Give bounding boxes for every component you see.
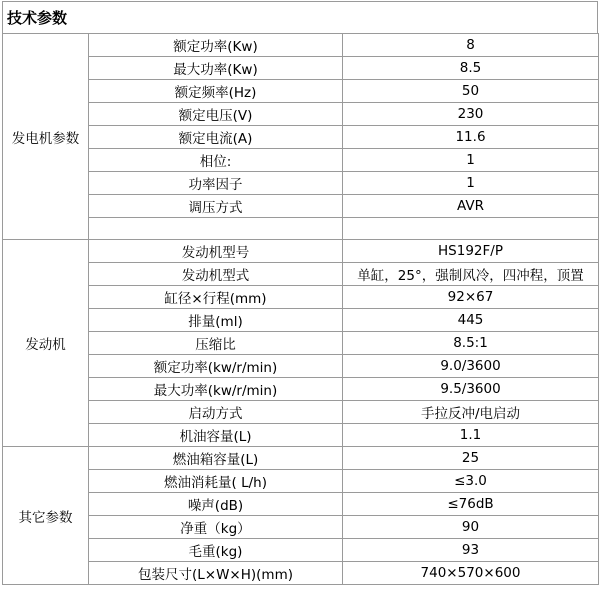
param-value: 90 <box>343 516 599 539</box>
table-row <box>3 401 599 424</box>
param-value: 1 <box>343 149 599 172</box>
param-value: 1 <box>343 172 599 195</box>
param-value: HS192F/P <box>343 240 599 263</box>
param-value: 92×67 <box>343 286 599 309</box>
param-value: AVR <box>343 195 599 218</box>
param-value: 1.1 <box>343 424 599 447</box>
param-label: 相位: <box>89 149 343 172</box>
param-label: 缸径×行程(mm) <box>89 286 343 309</box>
param-value: 93 <box>343 539 599 562</box>
table-row-empty <box>3 218 599 240</box>
param-value: ≤76dB <box>343 493 599 516</box>
empty-cell <box>89 218 343 240</box>
param-label: 压缩比 <box>89 332 343 355</box>
table-row <box>3 34 599 57</box>
param-value: 25 <box>343 447 599 470</box>
param-label: 发动机型号 <box>89 240 343 263</box>
param-value: ≤3.0 <box>343 470 599 493</box>
table-row <box>3 470 599 493</box>
param-value: 9.5/3600 <box>343 378 599 401</box>
table-row <box>3 80 599 103</box>
section-label-generator: 发电机参数 <box>3 34 89 240</box>
param-label: 额定电流(A) <box>89 126 343 149</box>
table-row <box>3 539 599 562</box>
param-value: 单缸，25°，强制风冷，四冲程，顶置 <box>343 263 599 286</box>
param-label: 燃油消耗量( L/h) <box>89 470 343 493</box>
param-label: 调压方式 <box>89 195 343 218</box>
param-label: 额定频率(Hz) <box>89 80 343 103</box>
param-value: 230 <box>343 103 599 126</box>
table-row <box>3 126 599 149</box>
param-label: 机油容量(L) <box>89 424 343 447</box>
table-row <box>3 355 599 378</box>
section-label-engine: 发动机 <box>3 240 89 447</box>
param-label: 排量(ml) <box>89 309 343 332</box>
param-value: 8 <box>343 34 599 57</box>
param-value: 手拉反冲/电启动 <box>343 401 599 424</box>
table-row <box>3 424 599 447</box>
spec-table <box>2 33 599 585</box>
param-value: 11.6 <box>343 126 599 149</box>
table-row <box>3 447 599 470</box>
param-value: 8.5 <box>343 57 599 80</box>
table-row <box>3 172 599 195</box>
table-row <box>3 240 599 263</box>
param-label: 功率因子 <box>89 172 343 195</box>
param-label: 包装尺寸(L×W×H)(mm) <box>89 562 343 585</box>
table-row <box>3 562 599 585</box>
table-row <box>3 149 599 172</box>
param-label: 额定电压(V) <box>89 103 343 126</box>
param-label: 毛重(kg) <box>89 539 343 562</box>
param-value: 50 <box>343 80 599 103</box>
empty-cell <box>343 218 599 240</box>
param-value: 8.5:1 <box>343 332 599 355</box>
table-row <box>3 195 599 218</box>
param-label: 最大功率(kw/r/min) <box>89 378 343 401</box>
spec-title: 技术参数 <box>2 1 598 33</box>
table-row <box>3 286 599 309</box>
param-label: 发动机型式 <box>89 263 343 286</box>
spec-sheet <box>2 1 598 592</box>
table-row <box>3 103 599 126</box>
table-row <box>3 309 599 332</box>
table-row <box>3 263 599 286</box>
param-value: 740×570×600 <box>343 562 599 585</box>
param-label: 燃油箱容量(L) <box>89 447 343 470</box>
param-label: 额定功率(Kw) <box>89 34 343 57</box>
table-row <box>3 378 599 401</box>
param-label: 噪声(dB) <box>89 493 343 516</box>
param-value: 445 <box>343 309 599 332</box>
table-row <box>3 493 599 516</box>
param-label: 启动方式 <box>89 401 343 424</box>
table-row <box>3 516 599 539</box>
param-label: 最大功率(Kw) <box>89 57 343 80</box>
table-row <box>3 57 599 80</box>
param-label: 净重（kg） <box>89 516 343 539</box>
param-label: 额定功率(kw/r/min) <box>89 355 343 378</box>
table-row <box>3 332 599 355</box>
section-label-other: 其它参数 <box>3 447 89 585</box>
param-value: 9.0/3600 <box>343 355 599 378</box>
